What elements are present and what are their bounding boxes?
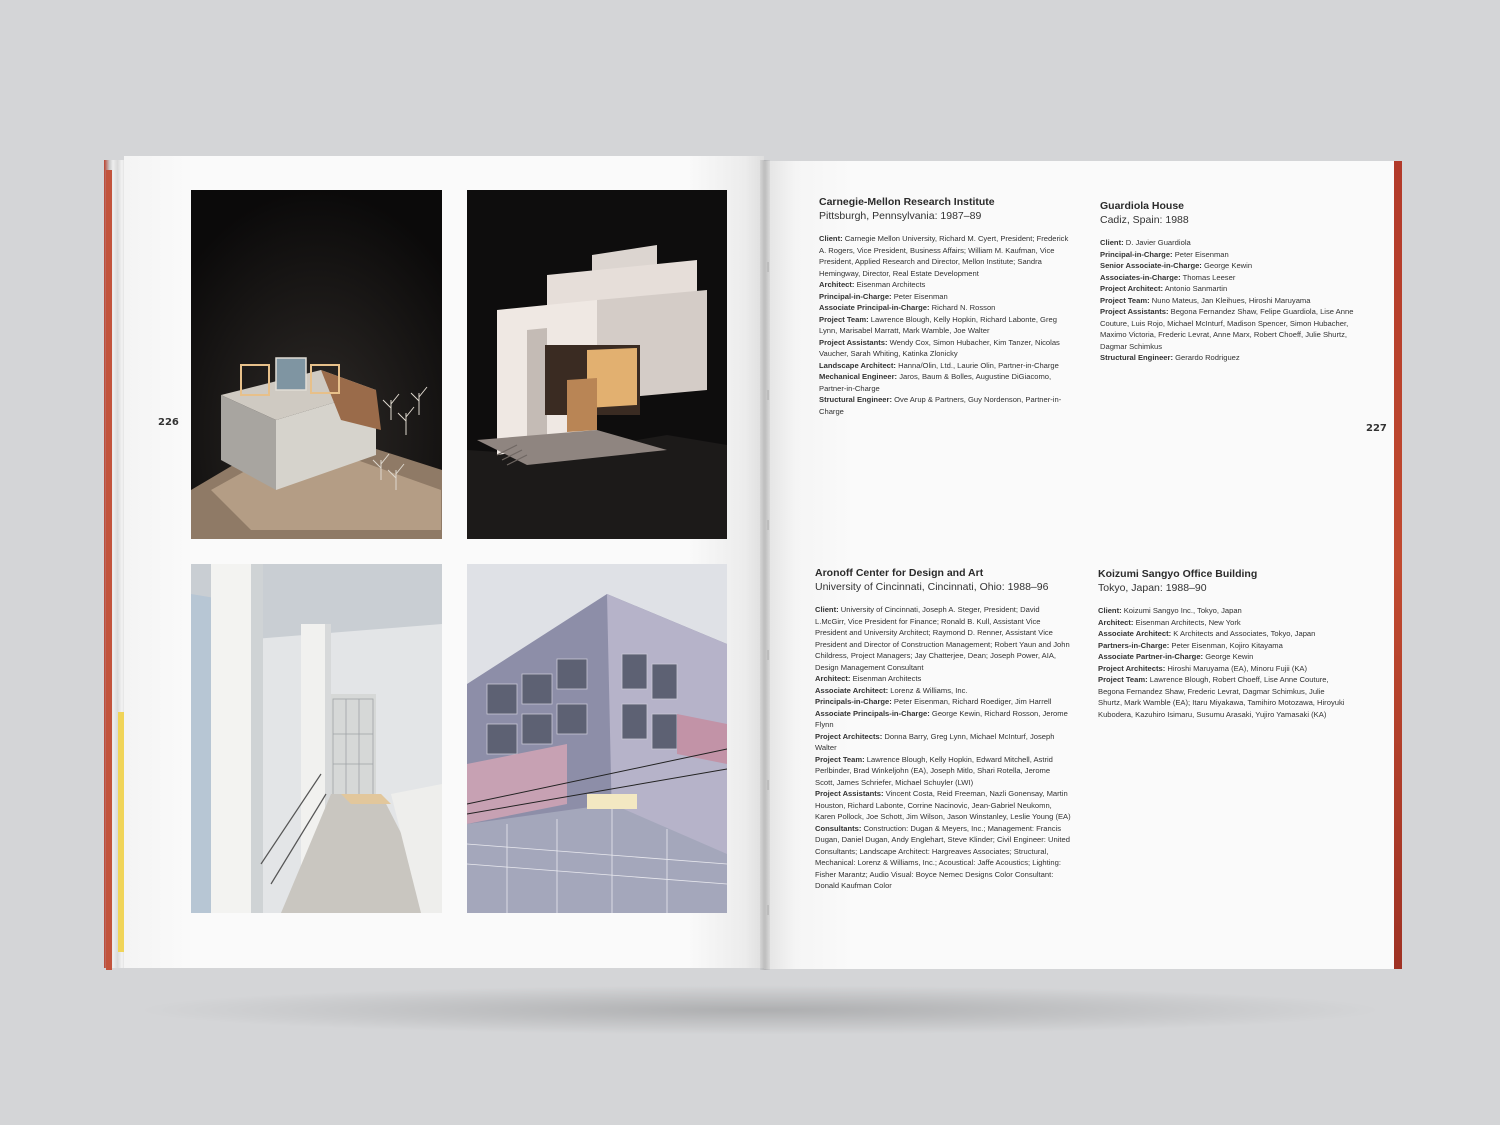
credit-text: Wendy Cox, Simon Hubacher, Kim Tanzer, Nicolas Vaucher, Sarah Whiting, Katinka Zlonicky	[819, 337, 1060, 358]
photo-carnegie-mellon-model	[191, 190, 442, 539]
credit-text: Gerardo Rodriguez	[1173, 353, 1240, 362]
credit-text: George Kewin	[1203, 652, 1254, 661]
book-gutter	[760, 160, 770, 970]
entry-credits	[815, 604, 1071, 892]
entry-subtitle: Pittsburgh, Pennsylvania: 1987–89	[819, 210, 982, 222]
credit-label: Project Team:	[819, 314, 869, 324]
credit-label: Client:	[819, 234, 843, 243]
entry-carnegie-mellon	[819, 195, 1071, 417]
page-number-left: 226	[158, 417, 179, 428]
credit-label: Client:	[815, 605, 839, 614]
red-edge-right	[1394, 161, 1402, 969]
entry-aronoff	[815, 566, 1071, 892]
credit-text: Peter Eisenman, Richard Roediger, Jim Harrell	[891, 697, 1052, 706]
credit-label: Associate Architect:	[815, 685, 889, 695]
credit-label: Architect:	[1098, 617, 1134, 627]
binding-stitch	[767, 520, 769, 530]
credit-text: Hanna/Olin, Ltd., Laurie Olin, Partner-in-Charge	[895, 360, 1059, 370]
credit-text: Carnegie Mellon University, Richard M. Cyert, President; Frederick A. Rogers, Vice President, Business Affairs; William M. Kaufman, Vice President, Applied Research and Director, Mellon Institute; Sandra Hemingway, Director, Real Estate Development	[819, 234, 1069, 278]
entry-subtitle: Tokyo, Japan: 1988–90	[1098, 582, 1207, 594]
credit-text: Lawrence Blough, Kelly Hopkin, Edward Mitchell, Astrid Perlbinder, Brad Winkeljohn (EA), Joseph Mitlo, Shari Rotella, Jerome Scott, James Schriefer, Michael Schuyler (LWI)	[815, 754, 1053, 787]
credit-text: Vincent Costa, Reid Freeman, Nazli Gonensay, Martin Houston, Richard Labonte, Corrine Nacinovic, Jean-Gabriel Neukomn, Karen Pollock, Joe Schott, Jim Wilson, Jason Winstanley, Leslie Young (EA)	[815, 789, 1071, 821]
credit-text: Lorenz & Williams, Inc.	[888, 685, 968, 695]
entry-credits	[819, 233, 1071, 417]
credit-text: Lawrence Blough, Robert Choeff, Lise Anne Couture, Begona Fernandez Shaw, Frederic Levrat, Dagmar Schimkus, Julie Shurtz, Mark Wamble (EA); Itaru Miyakawa, Tamihiro Motozawa, Hiroyuki Kubodera, Kazuhiro Isimaru, Susumu Arasaki, Yujiro Yamasaki (KA)	[1098, 675, 1345, 719]
binding-stitch	[767, 650, 769, 660]
credit-label: Principals-in-Charge:	[815, 697, 892, 706]
credit-label: Project Architect:	[1100, 284, 1164, 293]
red-edge-left	[106, 170, 112, 970]
credit-label: Associate Principals-in-Charge:	[815, 708, 930, 718]
credit-text: Peter Eisenman	[1172, 249, 1229, 259]
credit-text: D. Javier Guardiola	[1123, 238, 1191, 247]
credit-label: Landscape Architect:	[819, 360, 896, 370]
credit-text: George Kewin, Richard Rosson, Jerome Flynn	[815, 708, 1068, 729]
credit-text: Thomas Leeser	[1180, 272, 1236, 282]
credit-text: Donna Barry, Greg Lynn, Michael McInturf, Joseph Walter	[815, 731, 1055, 752]
credit-text: Construction: Dugan & Meyers, Inc.; Management: Francis Dugan, Daniel Dugan, Andy Englehart, Steve Klinder; Civil Engineer: United Consultants; Landscape Architect: Hargreaves Associates; Structural, Mechanical: Lorenz & Williams, Inc.; Acoustical: Jaffe Acoustics; Lighting: Fisher Marantz; Audio Visual: Boyce Nemec Designs Color Consultant: Donald Kaufman Color	[815, 823, 1070, 890]
entry-title: Koizumi Sangyo Office Building	[1098, 568, 1258, 580]
binding-stitch	[767, 780, 769, 790]
credit-text: Jaros, Baum & Bolles, Augustine DiGiacomo, Partner-in-Charge	[819, 372, 1052, 393]
entry-subtitle: Cadiz, Spain: 1988	[1100, 214, 1189, 226]
credit-label: Partners-in-Charge:	[1098, 640, 1170, 650]
credit-text: Peter Eisenman	[891, 291, 948, 301]
binding-stitch	[767, 905, 769, 915]
credit-text: Nuno Mateus, Jan Kleihues, Hiroshi Maruyama	[1149, 295, 1311, 305]
entry-credits	[1100, 237, 1354, 364]
book-shadow	[130, 985, 1390, 1035]
page-number-right: 227	[1366, 423, 1387, 434]
credit-label: Consultants:	[815, 823, 862, 833]
credit-text: Eisenman Architects	[854, 280, 926, 289]
credit-label: Associate Architect:	[1098, 629, 1172, 638]
credit-text: Peter Eisenman, Kojiro Kitayama	[1169, 640, 1283, 650]
credit-text: Eisenman Architects, New York	[1133, 617, 1241, 627]
credit-text: Lawrence Blough, Kelly Hopkin, Richard Labonte, Greg Lynn, Marisabel Marratt, Mark Wamble, Joe Walter	[819, 314, 1057, 335]
credit-text: University of Cincinnati, Joseph A. Steger, President; David L.McGirr, Vice President for Finance; Ronald B. Kull, Assistant Vice President and University Architect; Raymond D. Renner, Assistant Vice President and Director of Construction Management; Robert Yaun and John Childress, Project Managers; Jay Chatterjee, Dean; Joseph Power, AIA, Design Management Consultant	[815, 605, 1070, 672]
credit-label: Architect:	[815, 674, 851, 683]
credit-label: Project Team:	[1100, 295, 1150, 305]
entry-credits	[1098, 605, 1350, 720]
entry-title: Aronoff Center for Design and Art	[815, 567, 984, 579]
credit-label: Senior Associate-in-Charge:	[1100, 261, 1202, 270]
binding-stitch	[767, 390, 769, 400]
entry-koizumi	[1098, 567, 1350, 720]
entry-title: Guardiola House	[1100, 200, 1185, 212]
credit-label: Project Team:	[1098, 675, 1148, 684]
credit-label: Project Architects:	[815, 731, 883, 741]
credit-label: Architect:	[819, 280, 855, 289]
credit-label: Associate Principal-in-Charge:	[819, 303, 930, 312]
credit-text: Koizumi Sangyo Inc., Tokyo, Japan	[1121, 606, 1242, 615]
credit-label: Mechanical Engineer:	[819, 372, 898, 381]
credit-label: Project Assistants:	[815, 789, 884, 798]
credit-text: Hiroshi Maruyama (EA), Minoru Fujii (KA)	[1165, 663, 1308, 673]
binding-stitch	[767, 262, 769, 272]
credit-label: Principal-in-Charge:	[1100, 249, 1173, 259]
credit-label: Project Assistants:	[1100, 307, 1169, 316]
credit-label: Structural Engineer:	[819, 395, 892, 404]
photo-guardiola-model	[467, 190, 727, 539]
credit-label: Project Architects:	[1098, 663, 1166, 673]
credit-label: Client:	[1098, 606, 1122, 615]
credit-text: George Kewin	[1201, 261, 1253, 270]
credit-label: Project Assistants:	[819, 337, 888, 347]
credit-text: Begona Fernandez Shaw, Felipe Guardiola, Lise Anne Couture, Luis Rojo, Michael McInturf, Madison Spencer, Simon Hubacher, Maximo Victoria, Frederic Levrat, Anne Marx, Robert Choeff, Julie Shurtz, Dagmar Schimkus	[1100, 307, 1354, 351]
credit-label: Client:	[1100, 238, 1124, 247]
credit-text: Antonio Sanmartin	[1163, 284, 1228, 293]
credit-text: Ove Arup & Partners, Guy Nordenson, Partner-in-Charge	[819, 395, 1062, 416]
credit-label: Associates-in-Charge:	[1100, 272, 1181, 282]
credit-text: K Architects and Associates, Tokyo, Japan	[1171, 629, 1316, 638]
photo-aronoff-interior	[191, 564, 442, 913]
credit-text: Eisenman Architects	[850, 674, 922, 683]
photo-koizumi-building	[467, 564, 727, 913]
credit-label: Principal-in-Charge:	[819, 291, 892, 301]
credit-label: Associate Partner-in-Charge:	[1098, 652, 1204, 661]
credit-text: Richard N. Rosson	[929, 303, 996, 312]
credit-label: Project Team:	[815, 754, 865, 764]
credit-label: Structural Engineer:	[1100, 353, 1173, 362]
entry-title: Carnegie-Mellon Research Institute	[819, 196, 995, 208]
entry-subtitle: University of Cincinnati, Cincinnati, Ohio: 1988–96	[815, 581, 1049, 593]
entry-guardiola	[1100, 199, 1354, 364]
